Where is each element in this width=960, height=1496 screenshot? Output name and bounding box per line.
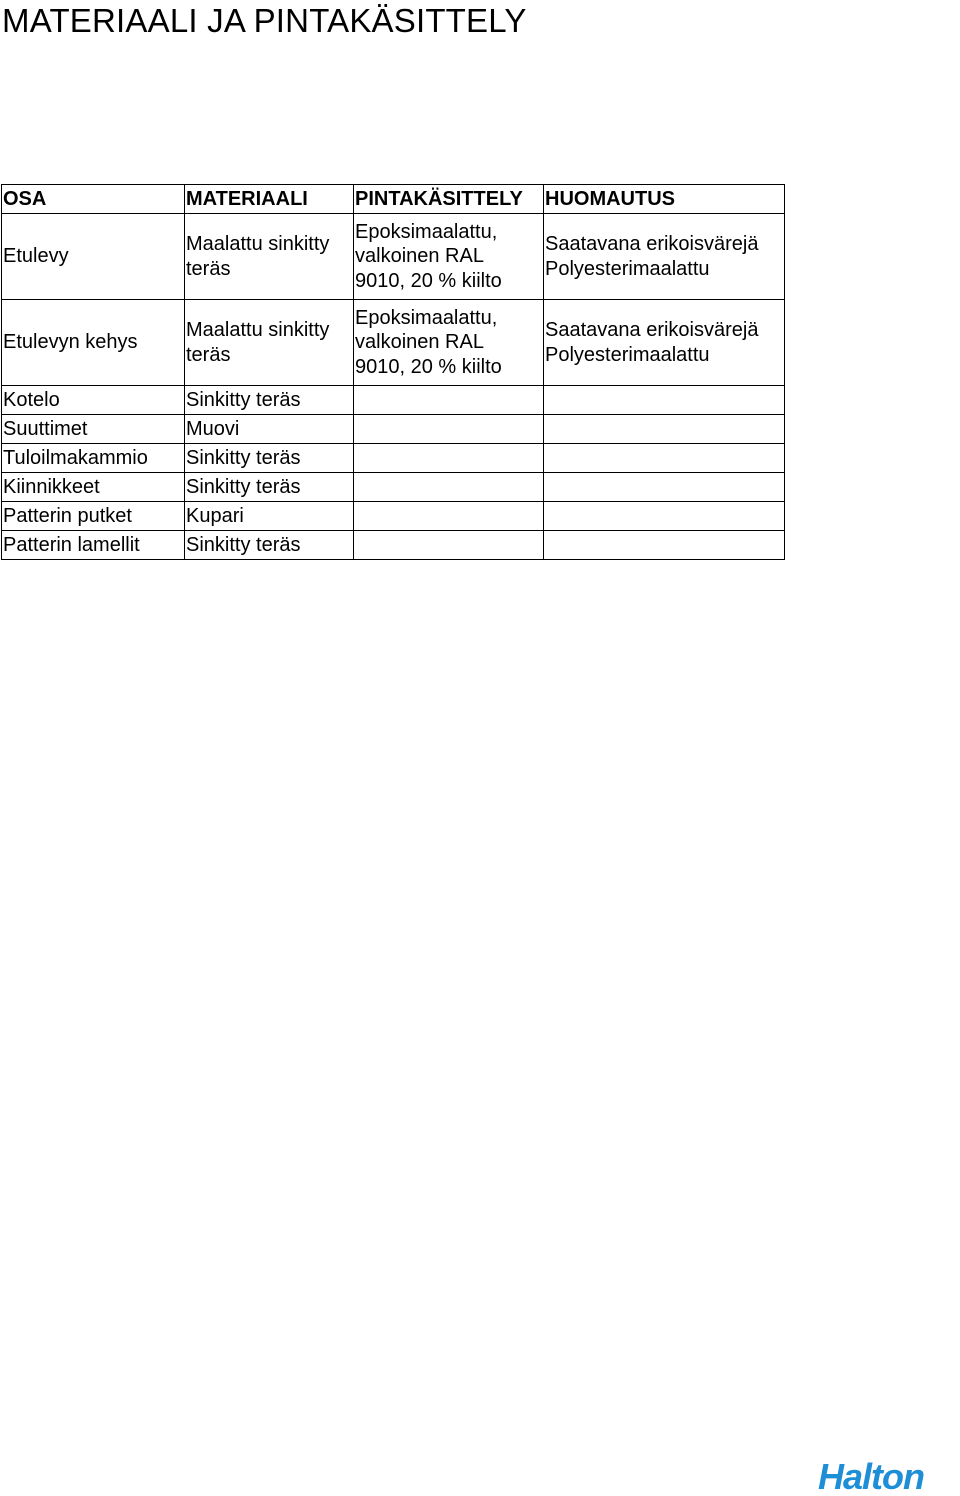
cell-pintakasittely — [354, 214, 544, 300]
cell-osa: Kotelo — [2, 386, 185, 415]
table-row — [2, 214, 785, 300]
header-materiaali: MATERIAALI — [185, 185, 354, 214]
cell-pintakasittely — [354, 502, 544, 531]
cell-osa: Etulevy — [2, 214, 185, 300]
cell-pintakasittely — [354, 531, 544, 560]
cell-huomautus — [544, 386, 785, 415]
cell-line: Epoksimaalattu, — [355, 306, 498, 329]
cell-line: Saatavana erikoisvärejä — [545, 233, 759, 255]
header-pintakasittely: PINTAKÄSITTELY — [354, 185, 544, 214]
cell-line: teräs — [186, 343, 231, 366]
cell-line: Polyesterimaalattu — [545, 257, 710, 280]
cell-osa: Kiinnikkeet — [2, 473, 185, 502]
cell-materiaali — [185, 214, 354, 300]
table-row — [2, 502, 785, 531]
cell-huomautus — [544, 444, 785, 473]
cell-pintakasittely — [354, 386, 544, 415]
page-title: MATERIAALI JA PINTAKÄSITTELY — [2, 2, 527, 39]
table-row — [2, 386, 785, 415]
cell-huomautus — [544, 473, 785, 502]
cell-line: 9010, 20 % kiilto — [355, 269, 502, 292]
cell-line: teräs — [186, 257, 231, 280]
cell-osa: Etulevyn kehys — [2, 300, 185, 386]
table-row — [2, 444, 785, 473]
table-row — [2, 531, 785, 560]
cell-huomautus — [544, 214, 785, 300]
cell-huomautus — [544, 415, 785, 444]
table-row — [2, 473, 785, 502]
table-header-row — [2, 185, 785, 214]
material-table — [1, 184, 785, 560]
cell-materiaali — [185, 300, 354, 386]
cell-pintakasittely — [354, 300, 544, 386]
cell-materiaali: Sinkitty teräs — [185, 444, 354, 473]
cell-pintakasittely — [354, 415, 544, 444]
cell-materiaali: Sinkitty teräs — [185, 531, 354, 560]
cell-materiaali: Muovi — [185, 415, 354, 444]
cell-osa: Suuttimet — [2, 415, 185, 444]
halton-logo — [816, 1459, 956, 1495]
cell-osa: Patterin putket — [2, 502, 185, 531]
header-osa: OSA — [2, 185, 185, 214]
cell-pintakasittely — [354, 473, 544, 502]
cell-materiaali: Kupari — [185, 502, 354, 531]
cell-line: valkoinen RAL — [355, 245, 484, 268]
logo-text: Halton — [818, 1459, 924, 1495]
cell-line: Maalattu sinkitty — [186, 319, 330, 341]
cell-materiaali: Sinkitty teräs — [185, 473, 354, 502]
table-row — [2, 300, 785, 386]
cell-osa: Tuloilmakammio — [2, 444, 185, 473]
cell-pintakasittely — [354, 444, 544, 473]
cell-line: valkoinen RAL — [355, 331, 484, 354]
header-huomautus: HUOMAUTUS — [544, 185, 785, 214]
cell-osa: Patterin lamellit — [2, 531, 185, 560]
cell-huomautus — [544, 300, 785, 386]
cell-line: 9010, 20 % kiilto — [355, 355, 502, 378]
table-row — [2, 415, 785, 444]
cell-line: Epoksimaalattu, — [355, 220, 498, 243]
cell-huomautus — [544, 502, 785, 531]
cell-materiaali: Sinkitty teräs — [185, 386, 354, 415]
cell-line: Polyesterimaalattu — [545, 343, 710, 366]
cell-line: Saatavana erikoisvärejä — [545, 319, 759, 341]
cell-line: Maalattu sinkitty — [186, 233, 330, 255]
cell-huomautus — [544, 531, 785, 560]
